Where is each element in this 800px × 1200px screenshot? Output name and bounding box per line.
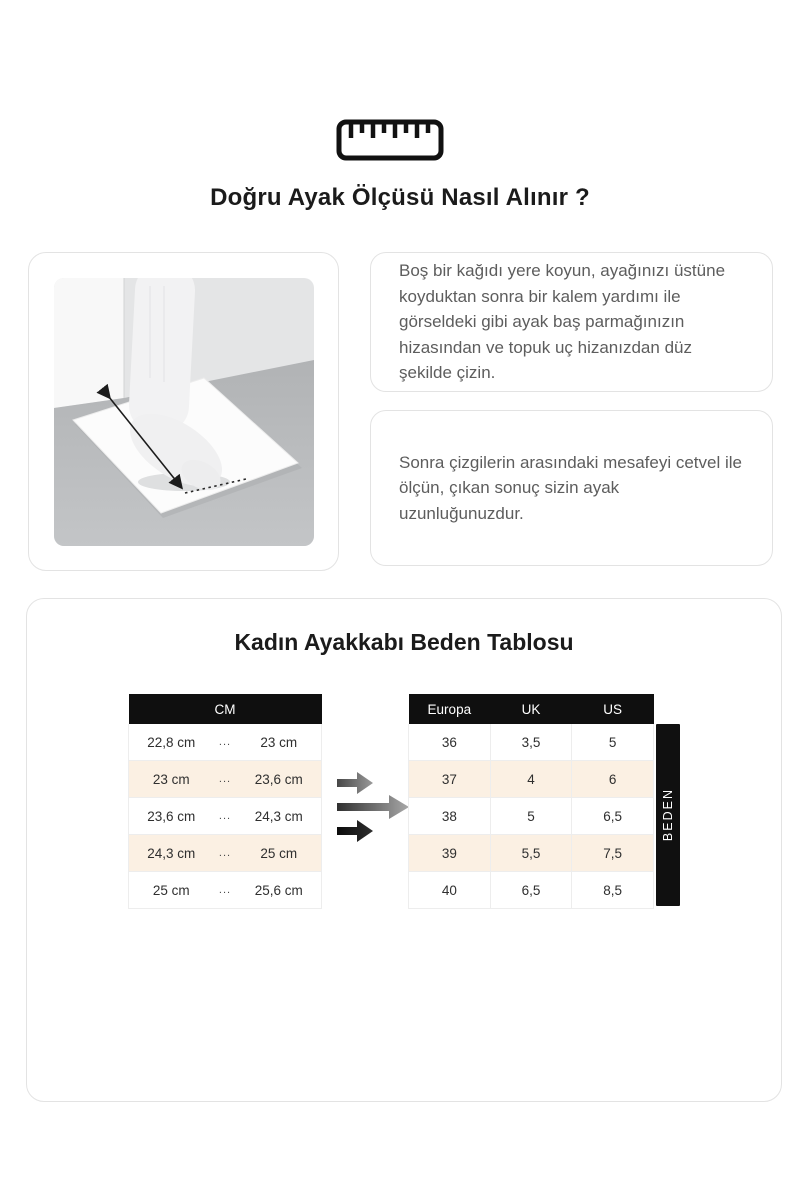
ruler-icon	[336, 118, 444, 162]
foot-measurement-photo	[54, 278, 314, 546]
header-us: US	[572, 694, 654, 724]
range-dots: ...	[213, 798, 236, 835]
range-dots: ...	[213, 761, 236, 798]
beden-label-bar	[656, 724, 680, 906]
table-row: 38 5 6,5	[409, 798, 654, 835]
header-europa: Europa	[409, 694, 491, 724]
measurement-photo-card	[28, 252, 339, 571]
range-dots: ...	[213, 835, 236, 872]
table-row: 36 3,5 5	[409, 724, 654, 761]
size-conversion-table	[408, 694, 654, 909]
size-table-title: Kadın Ayakkabı Beden Tablosu	[234, 629, 574, 655]
instruction-step-1-text: Boş bir kağıdı yere koyun, ayağınızı üstüne koyduktan sonra bir kalem yardımı ile görseldeki gibi ayak baş parmağınızın hizasından ve topuk uç hizanızdan düz şekilde çizin.	[399, 261, 726, 383]
cm-range-table	[128, 694, 322, 909]
table-row: 39 5,5 7,5	[409, 835, 654, 872]
cm-table-header: CM	[129, 694, 322, 724]
table-row: 22,8 cm ... 23 cm	[129, 724, 322, 761]
range-dots: ...	[213, 872, 236, 909]
header-uk: UK	[490, 694, 572, 724]
right-arrows-icon	[337, 771, 409, 845]
instruction-step-2-card	[370, 410, 773, 566]
table-row: 23,6 cm ... 24,3 cm	[129, 798, 322, 835]
table-row: 40 6,5 8,5	[409, 872, 654, 909]
page-title: Doğru Ayak Ölçüsü Nasıl Alınır ?	[210, 184, 590, 211]
beden-label: BEDEN	[661, 788, 675, 842]
instruction-step-1-card	[370, 252, 773, 392]
table-row: 37 4 6	[409, 761, 654, 798]
table-row: 23 cm ... 23,6 cm	[129, 761, 322, 798]
table-row: 24,3 cm ... 25 cm	[129, 835, 322, 872]
range-dots: ...	[213, 724, 236, 761]
table-row: 25 cm ... 25,6 cm	[129, 872, 322, 909]
size-table-header-row	[409, 694, 654, 724]
instruction-step-2-text: Sonra çizgilerin arasındaki mesafeyi cetvel ile ölçün, çıkan sonuç sizin ayak uzunluğunuzdur.	[399, 452, 742, 523]
size-table-card	[26, 598, 782, 1102]
